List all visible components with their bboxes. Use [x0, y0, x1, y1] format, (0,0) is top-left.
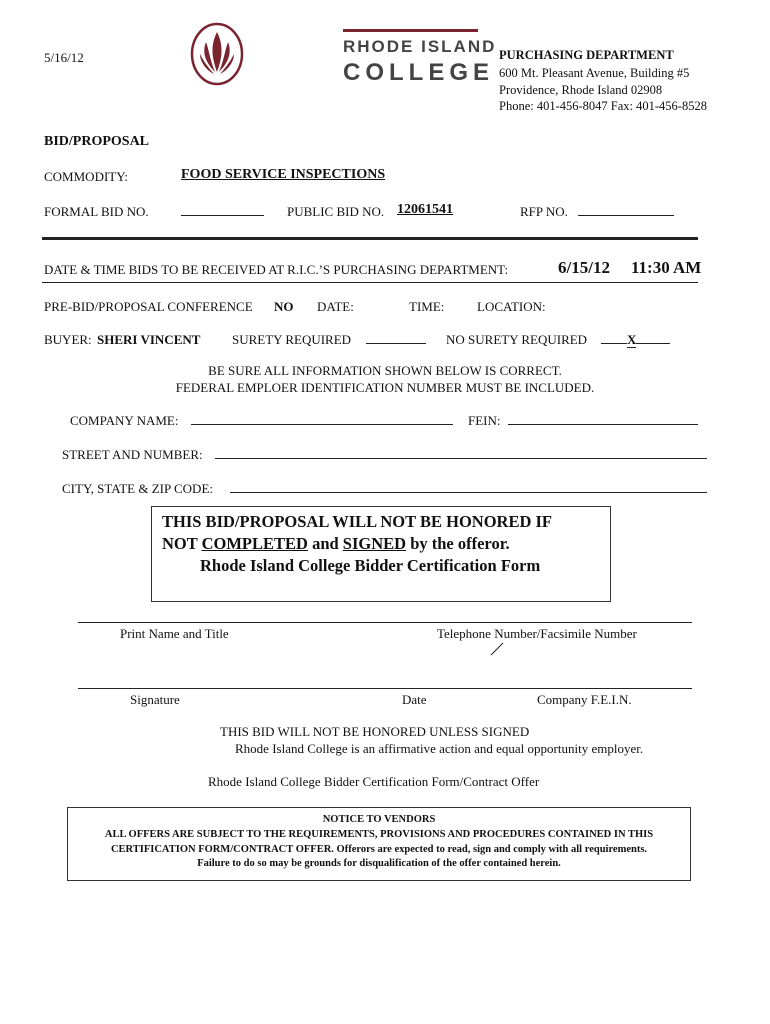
form-title-footer: Rhode Island College Bidder Certification Form/Contract Offer	[208, 774, 540, 789]
surety-label: SURETY REQUIRED	[232, 332, 352, 347]
section-divider-thick	[42, 237, 698, 240]
street-field[interactable]	[215, 447, 707, 463]
warning-line3: Rhode Island College Bidder Certification Form	[200, 556, 541, 575]
city-label: CITY, STATE & ZIP CODE:	[62, 481, 213, 496]
due-time-value: 11:30 AM	[631, 258, 702, 277]
notice-box	[67, 807, 691, 881]
buyer-value: SHERI VINCENT	[97, 332, 201, 347]
signed-word: SIGNED	[342, 534, 407, 553]
dept-address-line2: Providence, Rhode Island 02908	[499, 83, 663, 97]
street-label: STREET AND NUMBER:	[62, 447, 203, 462]
fein-field[interactable]	[508, 413, 698, 429]
dept-name: PURCHASING DEPARTMENT	[499, 48, 674, 62]
dept-phone: Phone: 401-456-8047 Fax: 401-456-8528	[499, 99, 707, 113]
equal-opportunity-text: Rhode Island College is an affirmative action and equal opportunity employer.	[235, 741, 644, 756]
notice-line1: ALL OFFERS ARE SUBJECT TO THE REQUIREMENTS, PROVISIONS AND PROCEDURES CONTAINED IN THIS	[104, 829, 654, 840]
stray-mark-icon	[489, 641, 505, 657]
instruction-line2: FEDERAL EMPLOER IDENTIFICATION NUMBER MUST BE INCLUDED.	[175, 380, 595, 395]
due-date-label: DATE & TIME BIDS TO BE RECEIVED AT R.I.C.’S PURCHASING DEPARTMENT:	[44, 262, 509, 277]
prebid-date-label: DATE:	[317, 299, 354, 314]
date-caption: Date	[402, 692, 427, 707]
prebid-value: NO	[274, 299, 294, 314]
warning-line1: THIS BID/PROPOSAL WILL NOT BE HONORED IF	[162, 512, 552, 531]
public-bid-label: PUBLIC BID NO.	[287, 204, 385, 219]
not-honored-text: THIS BID WILL NOT BE HONORED UNLESS SIGNED	[220, 724, 530, 739]
due-date-value: 6/15/12	[558, 258, 610, 277]
company-name-field[interactable]	[191, 413, 453, 429]
buyer-label: BUYER:	[44, 332, 92, 347]
formal-bid-label: FORMAL BID NO.	[44, 204, 149, 219]
section-divider-thin	[42, 282, 698, 283]
dept-address-line1: 600 Mt. Pleasant Avenue, Building #5	[499, 66, 690, 80]
warning-line2: NOT COMPLETED and SIGNED by the offeror.	[162, 534, 510, 553]
notice-line2: CERTIFICATION FORM/CONTRACT OFFER. Offerors are expected to read, sign and comply with all requirements.	[110, 844, 648, 855]
rfp-field[interactable]	[578, 204, 674, 220]
no-surety-mark: X	[627, 332, 637, 347]
formal-bid-field[interactable]	[181, 204, 264, 220]
notice-line3: Failure to do so may be grounds for disqualification of the offer contained herein.	[197, 858, 561, 869]
prebid-label: PRE-BID/PROPOSAL CONFERENCE	[44, 299, 253, 314]
form-title: BID/PROPOSAL	[44, 134, 150, 149]
rfp-label: RFP NO.	[520, 204, 568, 219]
instruction-line1: BE SURE ALL INFORMATION SHOWN BELOW IS CORRECT.	[208, 363, 562, 378]
signature-caption: Signature	[130, 692, 180, 707]
print-name-caption: Print Name and Title	[120, 626, 229, 641]
college-seal-logo	[190, 22, 244, 86]
warning-box	[151, 506, 611, 602]
city-field[interactable]	[230, 481, 707, 497]
public-bid-value: 12061541	[397, 202, 453, 217]
commodity-label: COMMODITY:	[44, 169, 129, 184]
document-date: 5/16/12	[44, 50, 84, 65]
surety-field[interactable]	[366, 332, 426, 348]
company-name-label: COMPANY NAME:	[70, 413, 179, 428]
fein-label: FEIN:	[468, 413, 501, 428]
company-fein-caption: Company F.E.I.N.	[537, 692, 632, 707]
prebid-time-label: TIME:	[409, 299, 445, 314]
signature-line-1[interactable]	[78, 622, 692, 623]
no-surety-field[interactable]	[601, 332, 670, 348]
signature-line-2[interactable]	[78, 688, 692, 689]
notice-title: NOTICE TO VENDORS	[322, 814, 436, 825]
no-surety-label: NO SURETY REQUIRED	[446, 332, 588, 347]
logo-wordmark-line1: RHODE ISLAND	[343, 37, 497, 56]
telephone-caption: Telephone Number/Facsimile Number	[437, 626, 637, 641]
logo-wordmark-line2: COLLEGE	[343, 59, 495, 86]
logo-rule	[343, 29, 478, 32]
commodity-value: FOOD SERVICE INSPECTIONS	[181, 167, 386, 182]
prebid-location-label: LOCATION:	[477, 299, 546, 314]
completed-word: COMPLETED	[201, 534, 308, 553]
